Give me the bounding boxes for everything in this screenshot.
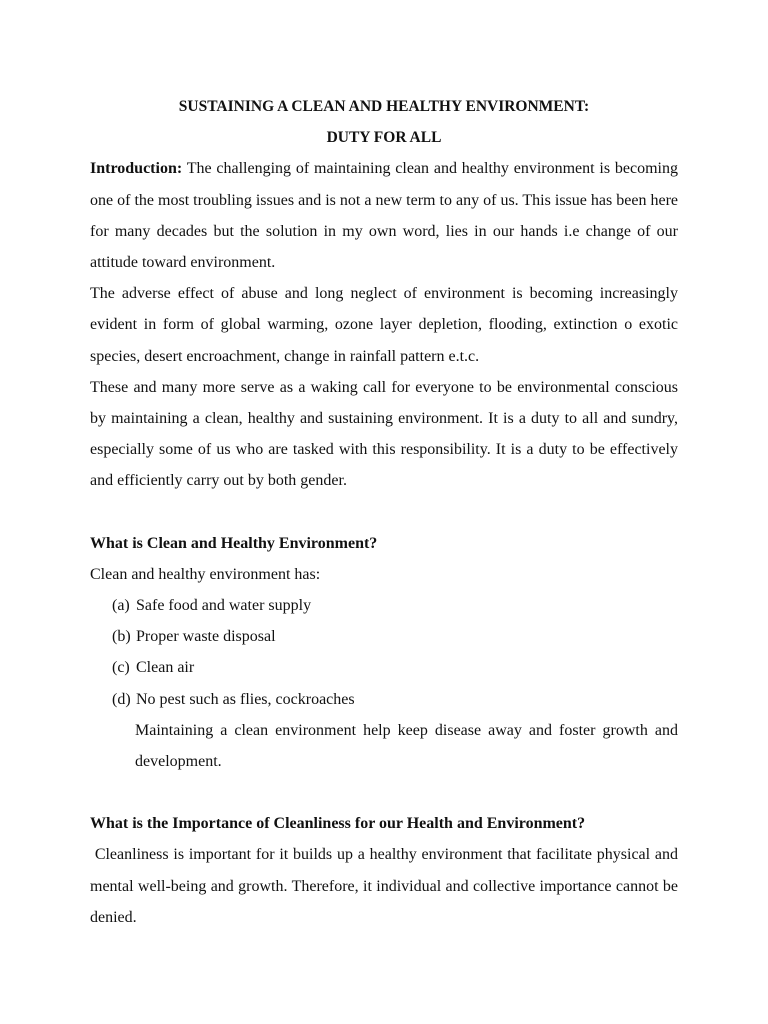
paragraph-waking-call: These and many more serve as a waking call for everyone to be environmental conscious by maintaining a clean, healthy and sustaining environment. It is a duty to all and sundry, especially some of us who are tasked with this responsibility. It is a duty to be effectively and efficiently carry out by both gender. — [90, 378, 678, 490]
list-item — [90, 684, 678, 715]
section-closing-text: Maintaining a clean environment help keep disease away and foster growth and development. — [135, 721, 678, 771]
intro-text: The challenging of maintaining clean and healthy environment is becoming one of the most troubling issues and is not a new term to any of us. This issue has been here for many decades but the solution in my own word, lies in our hands i.e change of our attitude toward environment. — [90, 160, 678, 272]
paragraph-cleanliness-importance: Cleanliness is important for it builds up a healthy environment that facilitate physical and mental well-being and growth. Therefore, it individual and collective importance cannot be denied. — [90, 846, 683, 926]
spacer — [90, 497, 678, 528]
list-marker: (b) — [112, 628, 131, 646]
document-title-line-2: DUTY FOR ALL — [326, 129, 442, 147]
list-item-text: Safe food and water supply — [136, 597, 312, 615]
spacer — [90, 777, 678, 808]
list-marker: (c) — [112, 659, 130, 677]
section-heading-clean-environment: What is Clean and Healthy Environment? — [90, 534, 378, 552]
document-page — [90, 91, 683, 933]
list-item-text: No pest such as flies, cockroaches — [136, 690, 355, 708]
list-item-text: Proper waste disposal — [136, 628, 276, 646]
list-marker: (a) — [112, 597, 130, 615]
section-heading-importance-of-cleanliness: What is the Importance of Cleanliness for our Health and Environment? — [90, 815, 586, 833]
intro-paragraph — [90, 153, 678, 278]
list-item-text: Clean air — [136, 659, 195, 677]
list-item — [90, 621, 678, 652]
requirements-list — [90, 590, 678, 715]
list-item — [90, 652, 678, 683]
section-lead-text: Clean and healthy environment has: — [90, 565, 321, 583]
list-item — [90, 590, 678, 621]
intro-label: Introduction: — [90, 160, 183, 178]
document-title-line-1: SUSTAINING A CLEAN AND HEALTHY ENVIRONMENT: — [178, 98, 590, 115]
paragraph-adverse-effect: The adverse effect of abuse and long neglect of environment is becoming increasingly evident in form of global warming, ozone layer depletion, flooding, extinction o exotic species, desert encroachment, change in rainfall pattern e.t.c. — [90, 285, 678, 365]
list-marker: (d) — [112, 690, 131, 708]
